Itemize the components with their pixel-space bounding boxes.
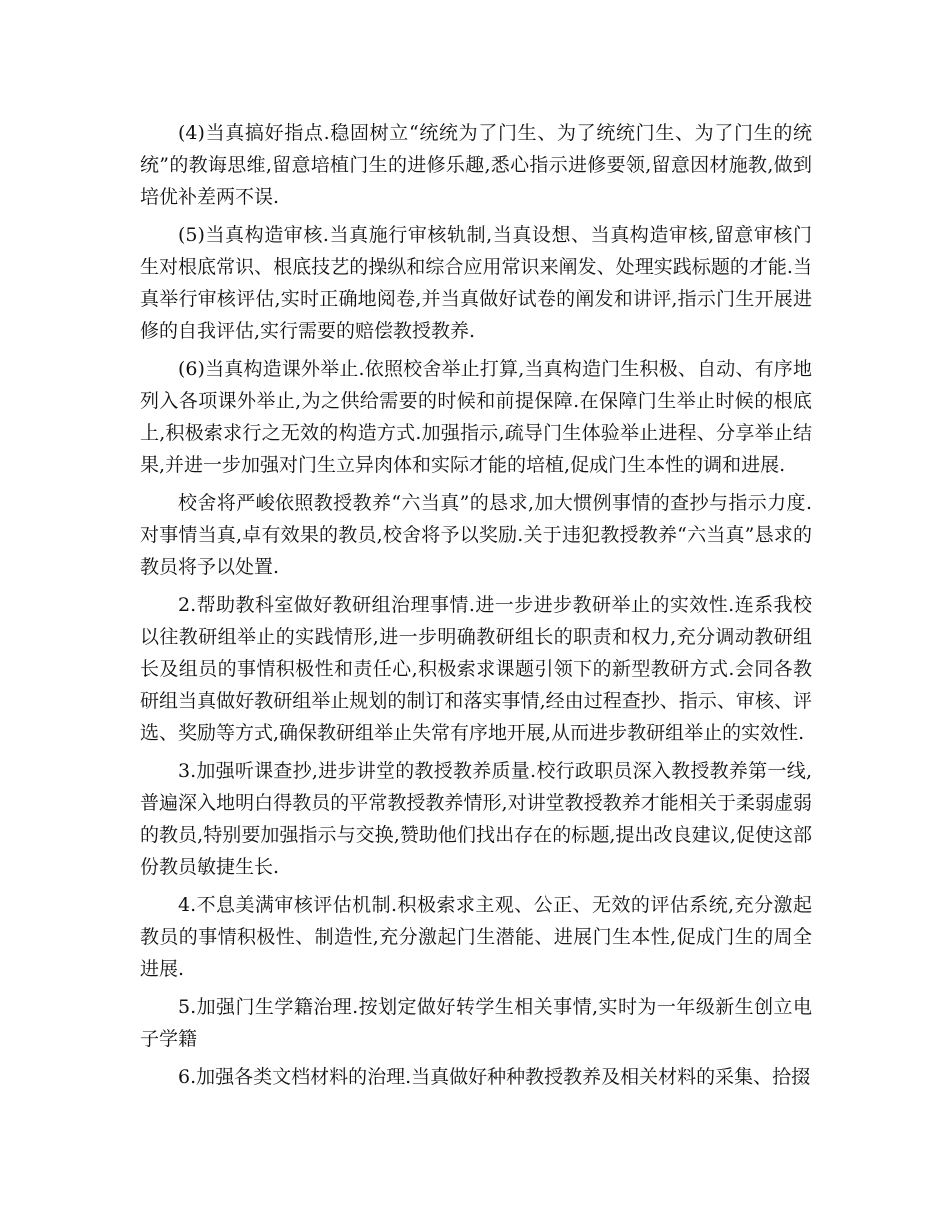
paragraph-class-observation: 3.加强听课查抄,进步讲堂的教授教养质量.校行政职员深入教授教养第一线,普遍深入地明白得教员的平常教授教养情形,对讲堂教授教养才能相关于柔弱虚弱的教员,特别要加强指示与交换,赞助他们找出存在的标题,提出改良建议,促使这部份教员敏捷生长. — [140, 760, 812, 878]
paragraph-archives-management: 6.加强各类文档材料的治理.当真做好种种教授教养及相关材料的采集、拾掇 — [178, 1066, 811, 1088]
paragraph-six-requirements: 校舍将严峻依照教授教养“六当真”的恳求,加大惯例事情的查抄与指示力度.对事情当真,卓有效果的教员,校舍将予以奖励.关于违犯教授教养“六当真”恳求的教员将予以处置. — [140, 492, 812, 578]
paragraph-item-6-extracurricular: (6)当真构造课外举止.依照校舍举止打算,当真构造门生积极、自动、有序地列入各项课外举止,为之供给需要的时候和前提保障.在保障门生举止时候的根底上,积极索求行之无效的构造方式.加强指示,疏导门生体验举止进程、分享举止结果,并进一步加强对门生立异肉体和实际才能的培植,促成门生本性的调和进展. — [140, 358, 812, 476]
paragraph-item-4-lesson-guidance: (4)当真搞好指点.稳固树立“统统为了门生、为了统统门生、为了门生的统统”的教诲思维,留意培植门生的进修乐趣,悉心指示进修要领,留意因材施教,做到培优补差两不误. — [140, 122, 812, 208]
document-body — [140, 117, 812, 1099]
paragraph-evaluation-mechanism: 4.不息美满审核评估机制.积极索求主观、公正、无效的评估系统,充分激起教员的事情积极性、制造性,充分激起门生潜能、进展门生本性,促成门生的周全进展. — [140, 894, 812, 980]
paragraph-teaching-research-groups: 2.帮助教科室做好教研组治理事情.进一步进步教研举止的实效性.连系我校以往教研组举止的实践情形,进一步明确教研组长的职责和权力,充分调动教研组长及组员的事情积极性和责任心,积极索求课题引领下的新型教研方式.会同各教研组当真做好教研组举止规划的制订和落实事情,经由过程查抄、指示、审核、评选、奖励等方式,确保教研组举止失常有序地开展,从而进步教研组举止的实效性. — [140, 594, 812, 744]
paragraph-item-5-assessment: (5)当真构造审核.当真施行审核轨制,当真设想、当真构造审核,留意审核门生对根底常识、根底技艺的操纵和综合应用常识来阐发、处理实践标题的才能.当真举行审核评估,实时正确地阅卷,并当真做好试卷的阐发和讲评,指示门生开展进修的自我评估,实行需要的赔偿教授教养. — [140, 224, 812, 342]
paragraph-student-records: 5.加强门生学籍治理.按划定做好转学生相关事情,实时为一年级新生创立电子学籍 — [140, 996, 812, 1050]
